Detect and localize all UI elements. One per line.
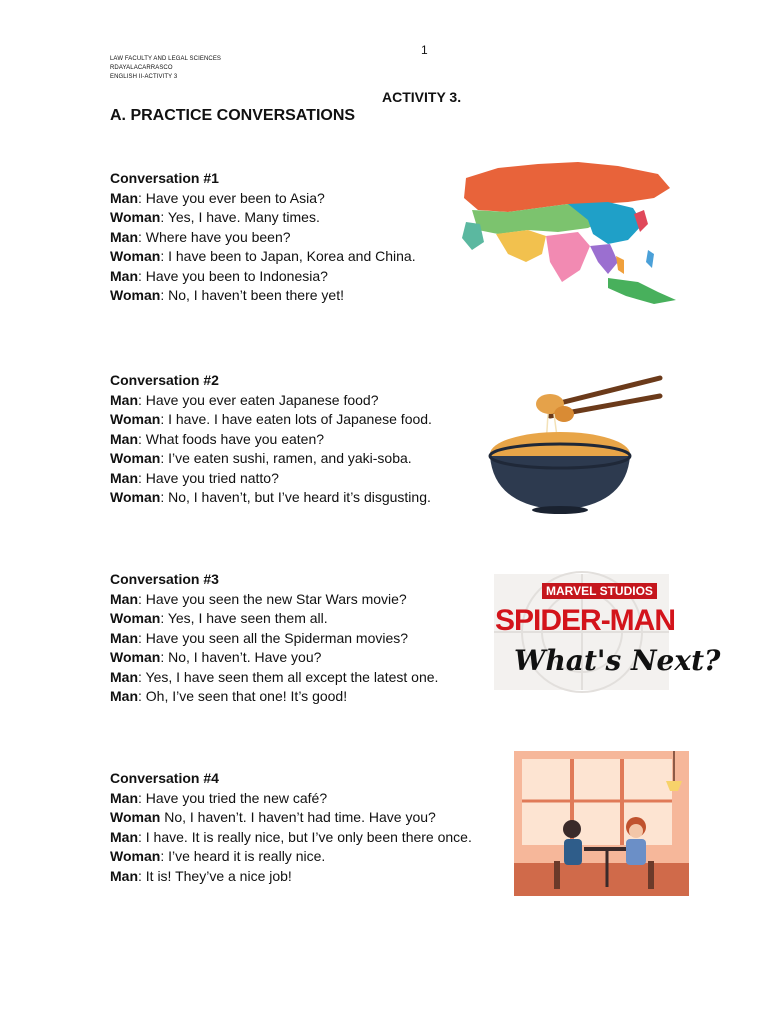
separator: : (160, 649, 165, 665)
speaker: Man (110, 688, 138, 704)
speaker: Man (110, 469, 138, 486)
speaker: Woman (110, 610, 161, 626)
separator: : (138, 590, 142, 607)
cafe-image (514, 751, 689, 896)
dialogue-line (110, 247, 416, 267)
speaker: Man (110, 267, 138, 284)
header-line-course: ENGLISH II-ACTIVITY 3 (110, 74, 178, 80)
conversation-3 (110, 570, 438, 707)
dialogue-line (110, 808, 472, 828)
utterance: No, I haven’t, but I’ve heard it’s disgusting. (164, 489, 431, 505)
dialogue-line (110, 449, 432, 469)
separator: : (138, 629, 142, 646)
utterance: I have. I have eaten lots of Japanese food. (164, 411, 432, 427)
section-title: A. PRACTICE CONVERSATIONS (110, 107, 356, 124)
dialogue-line (110, 847, 472, 867)
dialogue-line (110, 668, 438, 688)
dialogue-line (110, 267, 416, 287)
utterance: Yes, I have seen them all. (164, 610, 328, 626)
dialogue-line (110, 469, 432, 489)
utterance: Have you seen the new Star Wars movie? (141, 590, 407, 607)
speaker: Woman (110, 809, 161, 825)
conversation-title: Conversation #4 (110, 770, 219, 786)
speaker: Man (110, 391, 138, 408)
separator: : (138, 668, 142, 685)
speaker: Woman (110, 411, 161, 427)
speaker: Woman (110, 209, 161, 225)
utterance: No, I haven’t been there yet! (164, 287, 344, 303)
separator: : (138, 189, 142, 206)
poster-tagline: What's Next? (514, 644, 721, 677)
separator: : (138, 267, 142, 284)
dialogue-line (110, 590, 438, 610)
utterance: Yes, I have. Many times. (164, 209, 320, 225)
dialogue-line (110, 687, 438, 707)
conversation-2 (110, 371, 432, 508)
dialogue-line (110, 488, 432, 508)
utterance: No, I haven’t. Have you? (164, 649, 322, 665)
dialogue-line (110, 828, 472, 848)
conversation-title: Conversation #2 (110, 372, 219, 388)
poster-title: SPIDER-MAN (495, 604, 676, 637)
utterance: I have been to Japan, Korea and China. (164, 248, 416, 264)
dialogue-line (110, 609, 438, 629)
utterance: I have. It is really nice, but I’ve only been there once. (141, 828, 472, 845)
speaker: Woman (110, 649, 161, 665)
speaker: Man (110, 590, 138, 607)
separator: : (160, 248, 165, 264)
dialogue-line (110, 430, 432, 450)
cafe-illustration (514, 751, 689, 896)
asia-map-illustration (458, 158, 683, 323)
dialogue-line (110, 391, 432, 411)
separator: : (138, 867, 142, 884)
utterance: Have you ever eaten Japanese food? (141, 391, 379, 408)
separator: : (138, 469, 142, 486)
utterance: Have you ever been to Asia? (141, 189, 325, 206)
utterance: I’ve eaten sushi, ramen, and yaki-soba. (164, 450, 412, 466)
speaker: Woman (110, 489, 161, 505)
conversation-title: Conversation #3 (110, 571, 219, 587)
poster-brand: MARVEL STUDIOS (542, 583, 657, 599)
separator: : (138, 828, 142, 845)
utterance: Have you seen all the Spiderman movies? (141, 629, 409, 646)
header-line-author: RDAYALACARRASCO (110, 65, 173, 71)
speaker: Man (110, 668, 138, 685)
dialogue-line (110, 867, 472, 887)
speaker: Man (110, 789, 138, 806)
separator: : (138, 228, 142, 245)
speaker: Man (110, 828, 138, 845)
speaker: Man (110, 189, 138, 206)
utterance: Have you tried the new café? (141, 789, 328, 806)
conversation-1 (110, 169, 416, 306)
speaker: Man (110, 430, 138, 447)
separator: : (138, 430, 142, 447)
dialogue-line (110, 789, 472, 809)
page-number: 1 (421, 43, 428, 57)
natto-bowl-illustration (488, 374, 663, 514)
utterance: Where have you been? (141, 228, 291, 245)
separator: : (160, 287, 165, 303)
utterance: I’ve heard it is really nice. (164, 848, 326, 864)
dialogue-line (110, 189, 416, 209)
utterance: Have you been to Indonesia? (141, 267, 328, 284)
natto-bowl-image (488, 374, 663, 514)
dialogue-line (110, 629, 438, 649)
dialogue-line (110, 648, 438, 668)
conversation-4 (110, 769, 472, 886)
utterance: No, I haven’t. I haven’t had time. Have you? (160, 809, 436, 825)
dialogue-line (110, 228, 416, 248)
utterance: It is! They’ve a nice job! (141, 867, 292, 884)
dialogue-line (110, 286, 416, 306)
separator: : (160, 848, 165, 864)
speaker: Man (110, 228, 138, 245)
utterance: Oh, I’ve seen that one! It’s good! (141, 688, 348, 704)
separator: : (160, 411, 165, 427)
dialogue-line (110, 410, 432, 430)
speaker: Woman (110, 248, 161, 264)
separator: : (160, 450, 165, 466)
separator: : (160, 209, 165, 225)
utterance: What foods have you eaten? (141, 430, 325, 447)
separator: : (138, 391, 142, 408)
speaker: Woman (110, 287, 161, 303)
utterance: Have you tried natto? (141, 469, 279, 486)
dialogue-line (110, 208, 416, 228)
separator: : (160, 610, 165, 626)
speaker: Woman (110, 450, 161, 466)
activity-title: ACTIVITY 3. (382, 89, 462, 105)
utterance: Yes, I have seen them all except the latest one. (141, 668, 439, 685)
header-line-faculty: LAW FACULTY AND LEGAL SCIENCES (110, 56, 222, 62)
asia-map-image (458, 158, 683, 323)
separator: : (138, 688, 142, 704)
separator: : (138, 789, 142, 806)
separator: : (160, 489, 165, 505)
document-header (110, 55, 221, 82)
spiderman-poster-image (494, 574, 721, 690)
conversation-title: Conversation #1 (110, 170, 219, 186)
speaker: Man (110, 629, 138, 646)
speaker: Man (110, 867, 138, 884)
speaker: Woman (110, 848, 161, 864)
